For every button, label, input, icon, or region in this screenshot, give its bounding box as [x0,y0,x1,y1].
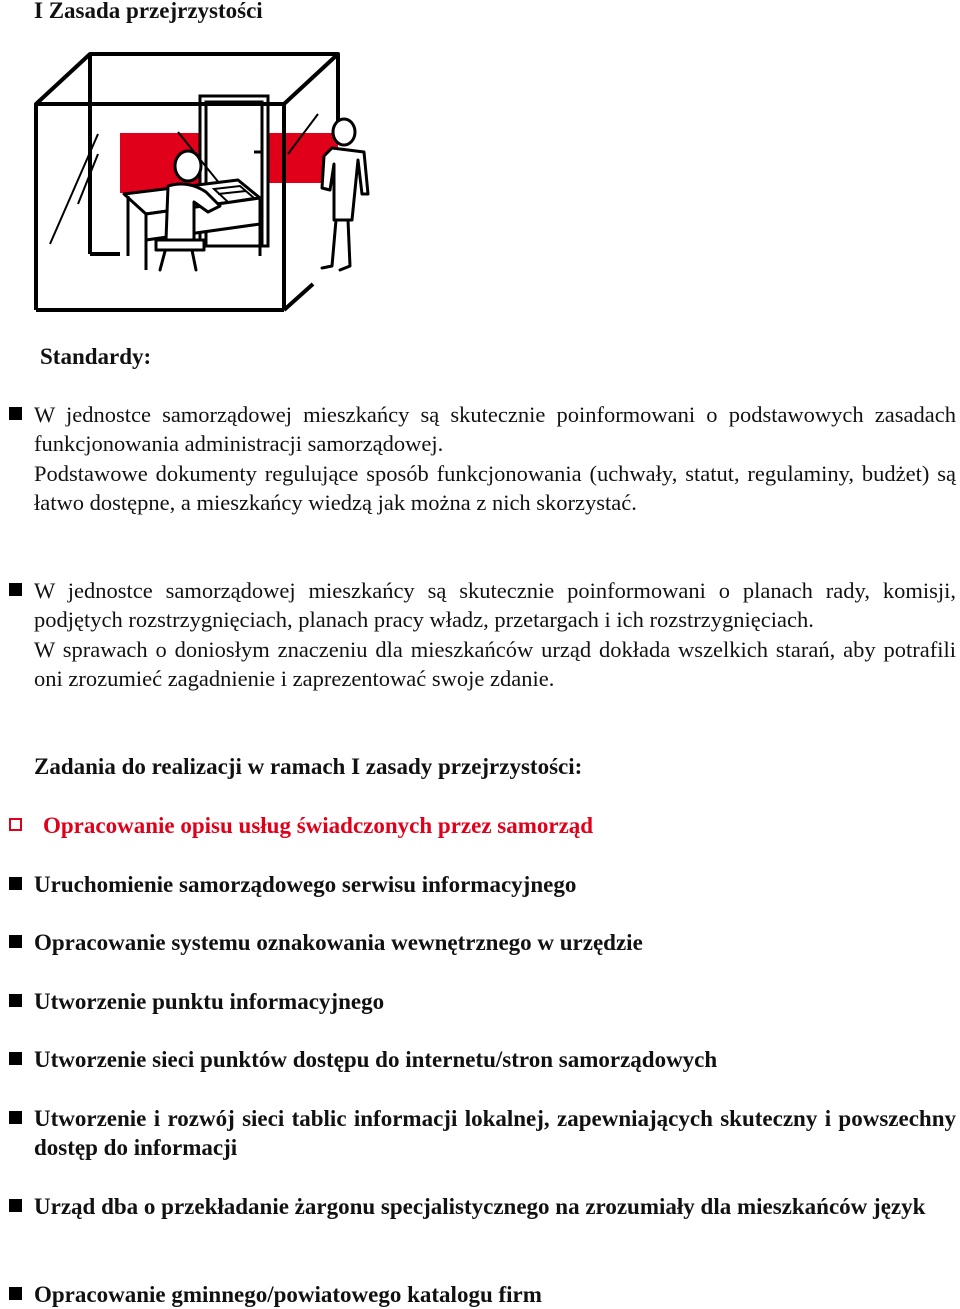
bullet-square-outline-icon [9,818,22,831]
task-item: Uruchomienie samorządowego serwisu informacyjnego [34,872,577,897]
page-title: I Zasada przejrzystości [34,0,263,23]
task-item: Opracowanie gminnego/powiatowego katalogu firm [34,1282,542,1307]
task-item: Utworzenie sieci punktów dostępu do internetu/stron samorządowych [34,1047,718,1072]
bullet-square-icon [9,1199,22,1212]
task-item: Urząd dba o przekładanie żargonu specjalistycznego na zrozumiały dla mieszkańców język [34,1194,926,1219]
standard-item-text: W jednostce samorządowej mieszkańcy są skutecznie poinformowani o podstawowych zasadach funkcjonowania administracji samorządowej. [34,402,956,457]
transparent-office-illustration [28,44,373,316]
standard-item-continuation: W sprawach o doniosłym znaczeniu dla mieszkańców urząd dokłada wszelkich starań, aby potrafili oni zrozumieć zagadnienie i zaprezentować swoje zdanie. [34,636,956,691]
task-item: Utworzenie punktu informacyjnego [34,989,385,1014]
bullet-square-icon [9,935,22,948]
bullet-square-icon [9,1052,22,1065]
tasks-heading: Zadania do realizacji w ramach I zasady przejrzystości: [34,754,583,779]
bullet-square-icon [9,583,22,596]
bullet-square-icon [9,1287,22,1300]
standard-item [34,576,956,693]
bullet-square-icon [9,877,22,890]
standards-heading: Standardy: [40,344,152,369]
standard-item-text: W jednostce samorządowej mieszkańcy są skutecznie poinformowani o planach rady, komisji, podjętych rozstrzygnięciach, planach pracy władz, przetargach i ich rozstrzygnięciach. [34,578,956,633]
task-item-highlighted [43,811,956,840]
bullet-square-icon [9,994,22,1007]
bullet-square-icon [9,407,22,420]
bullet-square-icon [9,1111,22,1124]
task-item: Utworzenie i rozwój sieci tablic informacji lokalnej, zapewniających skuteczny i powszechny dostęp do informacji [34,1106,956,1161]
task-item-text: Opracowanie opisu usług świadczonych przez samorząd [43,813,594,838]
task-item: Opracowanie systemu oznakowania wewnętrznego w urzędzie [34,930,643,955]
standard-item [34,400,956,517]
standard-item-continuation: Podstawowe dokumenty regulujące sposób funkcjonowania (uchwały, statut, regulaminy, budżet) są łatwo dostępne, a mieszkańcy wiedzą jak można z nich skorzystać. [34,460,956,515]
